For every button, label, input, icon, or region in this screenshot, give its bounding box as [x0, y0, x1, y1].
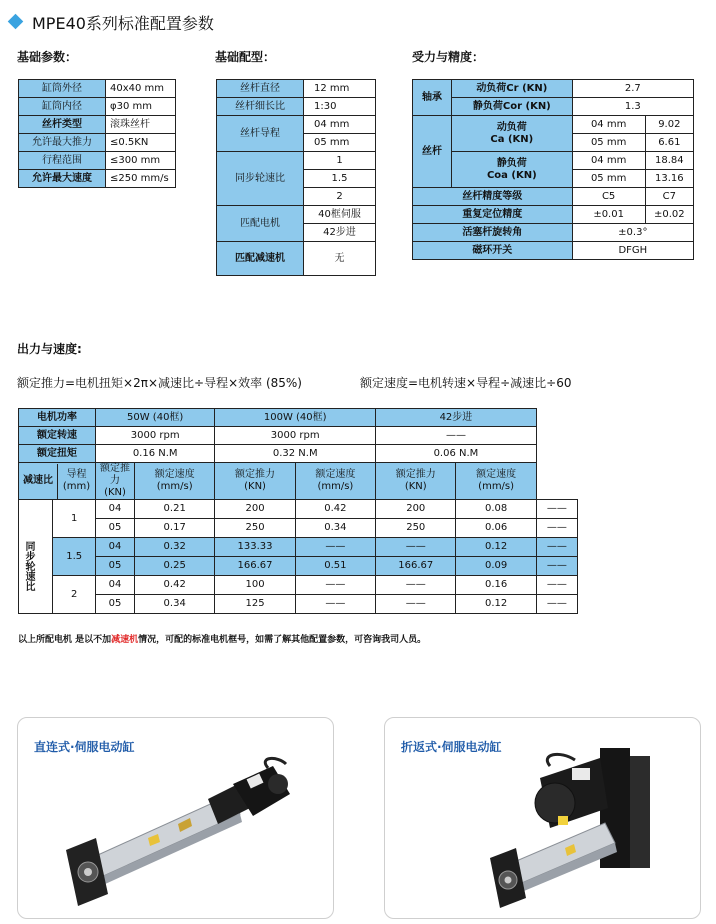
sync-2: 2: [304, 188, 376, 206]
perf-value-cell: 166.67: [215, 557, 295, 576]
performance-table: [18, 408, 578, 614]
perf-value-cell: ——: [536, 500, 577, 519]
screw-dia-value: 12 mm: [304, 80, 376, 98]
torque-50w: 0.16 N.M: [96, 445, 215, 463]
perf-row: [19, 519, 578, 538]
force-header-50w: 额定推力 (KN): [96, 463, 135, 500]
perf-value-cell: 200: [215, 500, 295, 519]
output-heading: 出力与速度:: [17, 342, 82, 356]
repeat-c5: ±0.01: [572, 206, 645, 224]
speed-100w: 3000 rpm: [215, 427, 376, 445]
dyn-load-label: 动负荷 Ca (KN): [452, 116, 573, 152]
basic-param-value: 40x40 mm: [106, 80, 176, 98]
stat-lead-04: 04 mm: [572, 152, 645, 170]
basic-param-row: [19, 98, 176, 116]
stat-value-04: 18.84: [645, 152, 693, 170]
perf-value-cell: ——: [536, 595, 577, 614]
perf-row: [19, 576, 578, 595]
perf-value-cell: 0.32: [135, 538, 215, 557]
power-stepper: 42步进: [376, 409, 537, 427]
basic-param-label: 丝杆类型: [19, 116, 106, 134]
perf-ratio-cell: 1.5: [53, 538, 96, 576]
force-precision-table: [412, 79, 694, 260]
card-folded-title: 折返式·伺服电动缸: [401, 740, 502, 754]
sync-label: 同步轮速比: [217, 152, 304, 206]
grade-c7: C7: [645, 188, 693, 206]
folded-actuator-image: [480, 748, 680, 916]
torque-100w: 0.32 N.M: [215, 445, 376, 463]
motor-servo: 40框伺服: [304, 206, 376, 224]
lead-header: 导程 (mm): [62, 469, 91, 492]
basic-param-value: ≤300 mm: [106, 152, 176, 170]
screw-label: 丝杆: [413, 116, 452, 188]
perf-value-cell: 0.25: [135, 557, 215, 576]
dyn-lead-04: 04 mm: [572, 116, 645, 134]
vel-header-50w: 额定速度 (mm/s): [135, 463, 215, 500]
motor-stepper: 42步进: [304, 224, 376, 242]
diamond-icon: [8, 14, 24, 30]
speed-stepper: ——: [376, 427, 537, 445]
basic-param-label: 缸筒外径: [19, 80, 106, 98]
perf-value-cell: 0.42: [135, 576, 215, 595]
rotation-value: ±0.3°: [572, 224, 693, 242]
perf-value-cell: 100: [215, 576, 295, 595]
bearing-cr-label: 动负荷Cr (KN): [452, 80, 573, 98]
perf-lead-cell: 04: [96, 538, 135, 557]
reducer-value: 无: [304, 242, 376, 276]
screw-ratio-label: 丝杆细长比: [217, 98, 304, 116]
dyn-value-05: 6.61: [645, 134, 693, 152]
footnote: [18, 632, 426, 645]
bearing-cr-value: 2.7: [572, 80, 693, 98]
screw-ratio-value: 1:30: [304, 98, 376, 116]
lead-05: 05 mm: [304, 134, 376, 152]
power-50w: 50W (40框): [96, 409, 215, 427]
perf-value-cell: ——: [536, 519, 577, 538]
magnet-value: DFGH: [572, 242, 693, 260]
perf-value-cell: ——: [536, 557, 577, 576]
vel-header-stepper: 额定速度 (mm/s): [456, 463, 536, 500]
torque-stepper: 0.06 N.M: [376, 445, 537, 463]
bearing-cor-value: 1.3: [572, 98, 693, 116]
dyn-lead-05: 05 mm: [572, 134, 645, 152]
speed-50w: 3000 rpm: [96, 427, 215, 445]
basic-param-label: 行程范围: [19, 152, 106, 170]
stat-load-label: 静负荷 Coa (KN): [452, 152, 573, 188]
perf-value-cell: 125: [215, 595, 295, 614]
perf-value-cell: 0.17: [135, 519, 215, 538]
perf-value-cell: 200: [376, 500, 456, 519]
force-header-100w: 额定推力 (KN): [215, 463, 295, 500]
perf-value-cell: 0.12: [456, 538, 536, 557]
basic-param-row: [19, 134, 176, 152]
power-label: 电机功率: [19, 409, 96, 427]
speed-label: 额定转速: [19, 427, 96, 445]
page-title: MPE40系列标准配置参数: [32, 14, 214, 33]
screw-dia-label: 丝杆直径: [217, 80, 304, 98]
perf-value-cell: 0.08: [456, 500, 536, 519]
repeat-c7: ±0.02: [645, 206, 693, 224]
basic-param-value: ≤250 mm/s: [106, 170, 176, 188]
perf-value-cell: 0.34: [135, 595, 215, 614]
basic-param-value: φ30 mm: [106, 98, 176, 116]
card-direct-title: 直连式·伺服电动缸: [34, 740, 135, 754]
perf-lead-cell: 05: [96, 557, 135, 576]
perf-lead-cell: 05: [96, 595, 135, 614]
perf-lead-cell: 04: [96, 500, 135, 519]
rotation-label: 活塞杆旋转角: [413, 224, 573, 242]
perf-value-cell: 0.12: [456, 595, 536, 614]
force-precision-heading: 受力与精度：: [412, 50, 485, 64]
magnet-label: 磁环开关: [413, 242, 573, 260]
basic-param-row: [19, 116, 176, 134]
perf-row: [19, 557, 578, 576]
basic-param-value: 滚珠丝杆: [106, 116, 176, 134]
formula-speed: 额定速度=电机转速×导程÷减速比÷60: [360, 376, 572, 390]
perf-value-cell: ——: [536, 538, 577, 557]
perf-value-cell: 0.06: [456, 519, 536, 538]
perf-row: [19, 500, 578, 519]
basic-param-value: ≤0.5KN: [106, 134, 176, 152]
perf-value-cell: ——: [376, 576, 456, 595]
perf-value-cell: 0.09: [456, 557, 536, 576]
perf-value-cell: 166.67: [376, 557, 456, 576]
repeat-label: 重复定位精度: [413, 206, 573, 224]
basic-param-label: 缸筒内径: [19, 98, 106, 116]
perf-lead-cell: 05: [96, 519, 135, 538]
perf-value-cell: ——: [376, 595, 456, 614]
perf-value-cell: 0.21: [135, 500, 215, 519]
perf-row: [19, 595, 578, 614]
perf-value-cell: ——: [376, 538, 456, 557]
perf-value-cell: ——: [295, 538, 375, 557]
perf-lead-cell: 04: [96, 576, 135, 595]
perf-value-cell: ——: [536, 576, 577, 595]
bearing-label: 轴承: [413, 80, 452, 116]
basic-params-table: [18, 79, 176, 188]
footnote-after: 情况，可配的标准电机框号，如需了解其他配置参数，可咨询我司人员。: [138, 635, 427, 645]
basic-config-table: [216, 79, 376, 276]
torque-label: 额定扭矩: [19, 445, 96, 463]
basic-param-row: [19, 170, 176, 188]
basic-param-row: [19, 80, 176, 98]
perf-value-cell: ——: [295, 595, 375, 614]
perf-value-cell: 0.16: [456, 576, 536, 595]
sync-ratio-side-label: 同步轮速比: [23, 541, 34, 591]
basic-params-heading: 基础参数：: [17, 50, 78, 64]
grade-label: 丝杆精度等级: [413, 188, 573, 206]
perf-ratio-cell: 1: [53, 500, 96, 538]
perf-value-cell: 250: [376, 519, 456, 538]
bearing-cor-label: 静负荷Cor (KN): [452, 98, 573, 116]
perf-value-cell: 0.34: [295, 519, 375, 538]
basic-param-label: 允许最大推力: [19, 134, 106, 152]
sync-1: 1: [304, 152, 376, 170]
power-100w: 100W (40框): [215, 409, 376, 427]
motor-label: 匹配电机: [217, 206, 304, 242]
sync-1-5: 1.5: [304, 170, 376, 188]
perf-value-cell: 250: [215, 519, 295, 538]
direct-actuator-image: [58, 754, 298, 914]
formula-force: 额定推力=电机扭矩×2π×减速比÷导程×效率 (85%): [17, 376, 302, 390]
card-folded-servo: [384, 717, 701, 919]
dyn-value-04: 9.02: [645, 116, 693, 134]
reducer-label: 匹配减速机: [217, 242, 304, 276]
vel-header-100w: 额定速度 (mm/s): [295, 463, 375, 500]
perf-row: [19, 538, 578, 557]
basic-config-heading: 基础配型：: [215, 50, 276, 64]
perf-ratio-cell: 2: [53, 576, 96, 614]
perf-value-cell: 0.42: [295, 500, 375, 519]
perf-value-cell: 0.51: [295, 557, 375, 576]
perf-value-cell: 133.33: [215, 538, 295, 557]
footnote-highlight: 减速机: [111, 635, 139, 645]
basic-param-row: [19, 152, 176, 170]
lead-04: 04 mm: [304, 116, 376, 134]
footnote-before: 以上所配电机 是以不加: [18, 635, 112, 645]
card-direct-servo: [17, 717, 334, 919]
ratio-lead-header: [19, 463, 96, 500]
stat-lead-05: 05 mm: [572, 170, 645, 188]
basic-param-label: 允许最大速度: [19, 170, 106, 188]
grade-c5: C5: [572, 188, 645, 206]
lead-label: 丝杆导程: [217, 116, 304, 152]
perf-value-cell: ——: [295, 576, 375, 595]
force-header-stepper: 额定推力 (KN): [376, 463, 456, 500]
ratio-header: 减速比: [19, 464, 58, 499]
stat-value-05: 13.16: [645, 170, 693, 188]
